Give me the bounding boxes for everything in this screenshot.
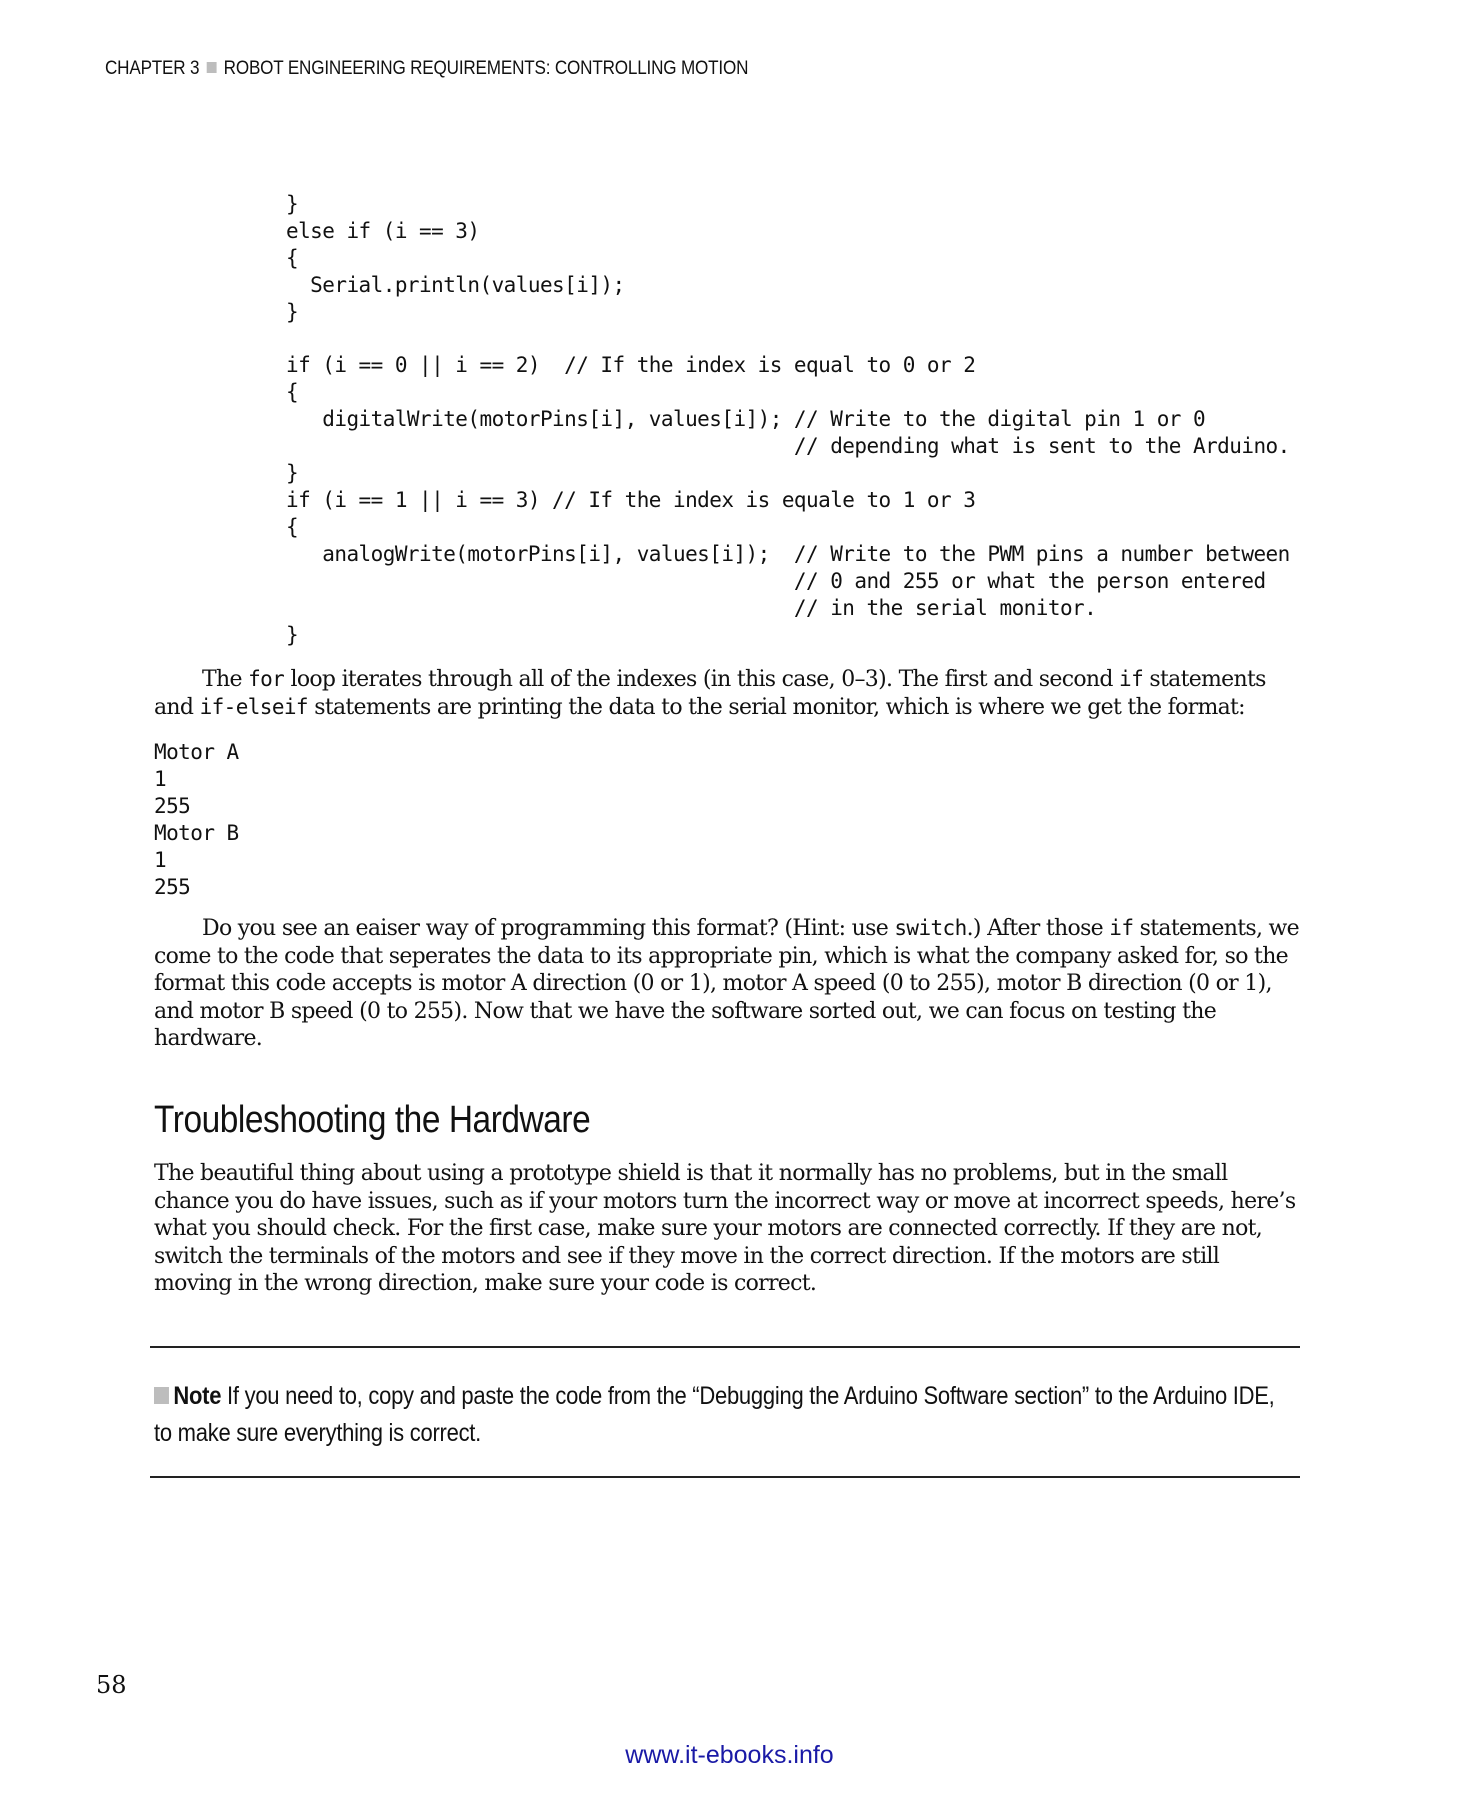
code-listing: } else if (i == 3) { Serial.println(values[i]); } if (i == 0 || i == 2) // If the index is equal to 0 or 2 { digitalWrite(motorPins[i], values[i]); // Write to the digital pin 1 or 0 // depending what is sent to the Arduino. } if (i == 1 || i == 3) // If the index is equale to 1 or 3 { analogWrite(motorPins[i], values[i]); // Write to the PWM pins a number between // 0 and 255 or what the person entered // in the serial monitor. } xyxy=(286,192,1290,647)
separator-square-icon xyxy=(207,62,217,73)
text-run: The xyxy=(202,667,249,692)
inline-code: if-elseif xyxy=(199,694,308,719)
text-run: Do you see an eaiser way of programming this format? (Hint: use xyxy=(202,916,895,941)
note-label: Note xyxy=(173,1382,222,1410)
inline-code: if xyxy=(1109,916,1134,940)
paragraph-easier-way xyxy=(154,915,1300,1053)
text-run: loop iterates through all of the indexes (in this case, 0–3). The first and second xyxy=(284,667,1120,692)
note-bottom-rule xyxy=(150,1476,1300,1478)
format-listing: Motor A 1 255 Motor B 1 255 xyxy=(154,740,239,899)
text-run: statements and xyxy=(154,667,1266,720)
running-header xyxy=(105,58,748,80)
inline-code: switch xyxy=(894,916,967,940)
paragraph-troubleshooting: The beautiful thing about using a prototype shield is that it normally has no problems, but in the small chance you do have issues, such as if your motors turn the incorrect way or move at incorrect speeds, here’s what you should check. For the first case, make sure your motors are connected correctly. If they are not, switch the terminals of the motors and see if they move in the correct direction. If the motors are still moving in the wrong direction, make sure your code is correct. xyxy=(154,1161,1296,1296)
note-top-rule xyxy=(150,1346,1300,1348)
chapter-label: CHAPTER 3 xyxy=(105,58,200,79)
paragraph-for-loop xyxy=(154,666,1300,721)
note-square-icon xyxy=(154,1387,169,1404)
inline-code: for xyxy=(248,667,285,691)
text-run: .) After those xyxy=(966,916,1110,941)
chapter-title: ROBOT ENGINEERING REQUIREMENTS: CONTROLLING MOTION xyxy=(223,58,749,79)
inline-code: if xyxy=(1119,667,1144,691)
page-number: 58 xyxy=(96,1671,127,1699)
note-box xyxy=(154,1378,1289,1452)
section-heading: Troubleshooting the Hardware xyxy=(154,1099,591,1141)
note-text: If you need to, copy and paste the code from the “Debugging the Arduino Software section” to the Arduino IDE, to make sure everything is correct. xyxy=(154,1382,1275,1447)
text-run: statements are printing the data to the serial monitor, which is where we get the format: xyxy=(307,694,1245,720)
footer-link[interactable]: www.it-ebooks.info xyxy=(625,1741,834,1769)
text-run: statements, we come to the code that seperates the data to its appropriate pin, which is what the company asked for, so the format this code accepts is motor A direction (0 or 1), motor A speed (0 to 255), motor B direction (0 or 1), and motor B speed (0 to 255). Now that we have the software sorted out, we can focus on testing the hardware. xyxy=(154,916,1299,1051)
